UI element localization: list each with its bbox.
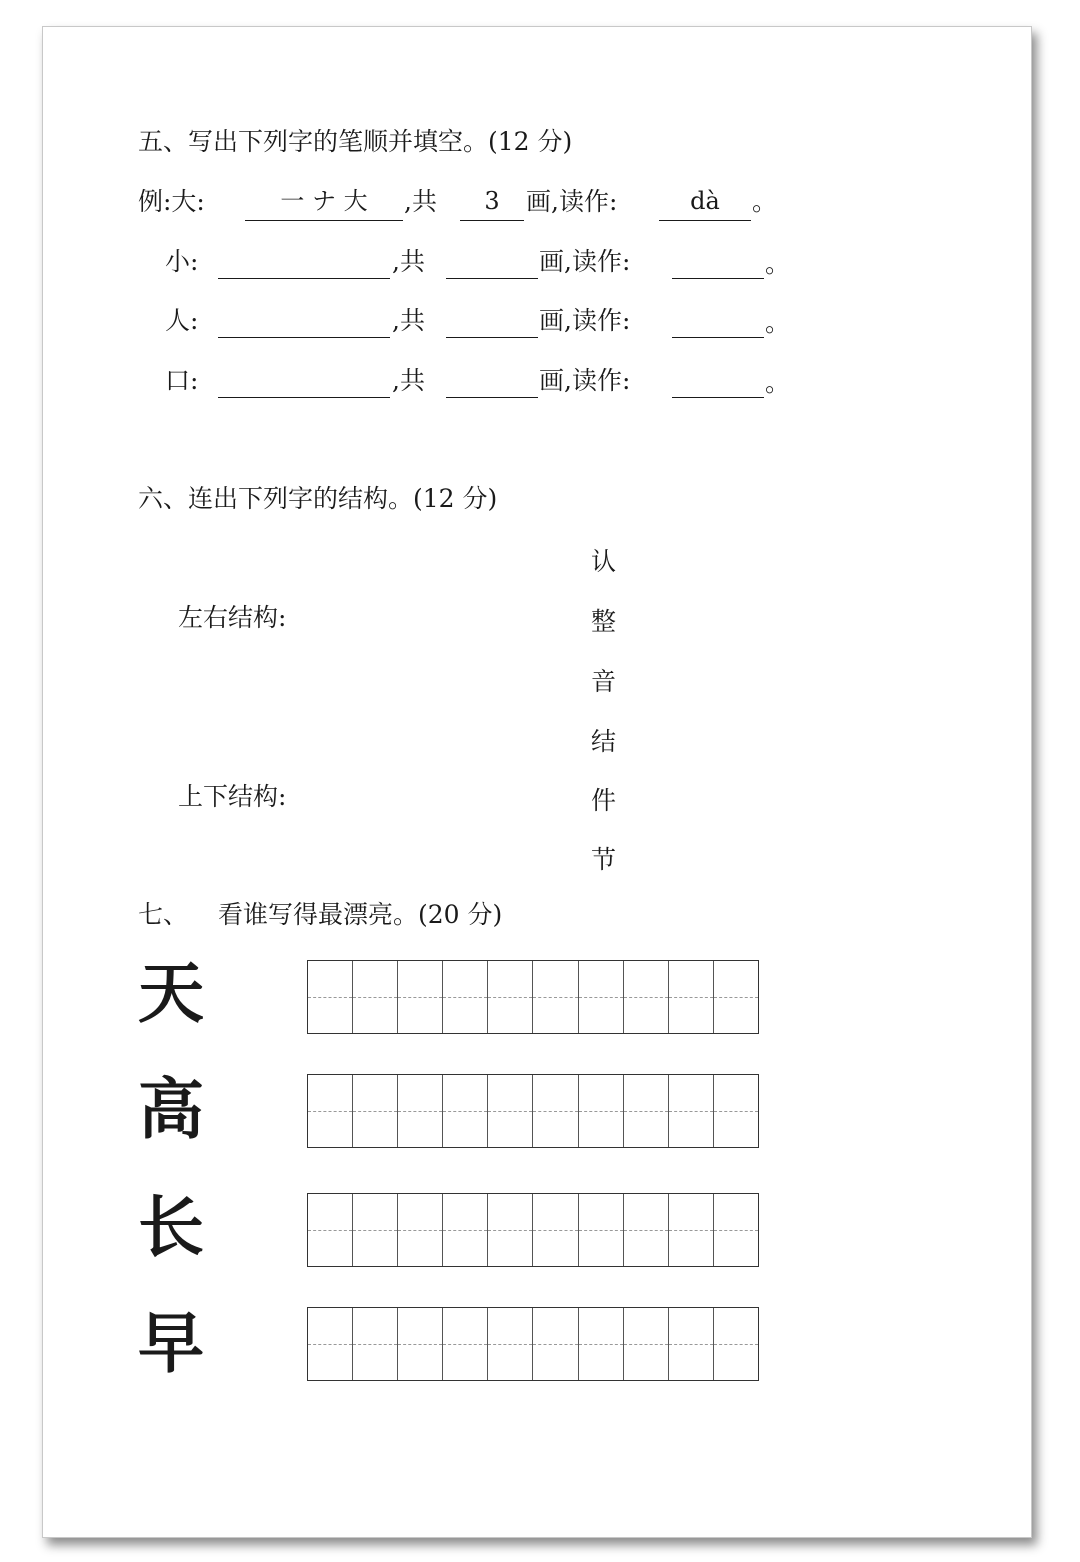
practice-char-zao: 早 [138,1304,204,1382]
row-ren-comma: ,共 [392,306,425,335]
match-char-jian[interactable]: 件 [591,786,617,815]
example-prefix: 例:大: [138,187,205,216]
example-read-label: 画,读作: [526,187,618,216]
example-strokes: 一 ナ 大 [245,186,403,221]
row-ren-strokes-blank[interactable] [218,303,390,338]
row-ren-read-label: 画,读作: [539,306,631,335]
left-right-structure-label[interactable]: 左右结构: [178,603,287,632]
practice-char-tian: 天 [138,954,204,1032]
match-char-jie2[interactable]: 节 [591,845,617,874]
row-kou-strokes-blank[interactable] [218,363,390,398]
section7-title: 看谁写得最漂亮。(20 分) [218,900,503,929]
row-kou-label: 口: [165,366,199,395]
practice-char-gao: 高 [138,1070,204,1148]
row-kou-end: 。 [765,368,791,397]
example-end: 。 [752,187,778,216]
row-xiao-label: 小: [165,247,199,276]
row-xiao-end: 。 [765,249,791,278]
section6-title: 六、连出下列字的结构。(12 分) [138,484,498,513]
match-char-jie[interactable]: 结 [591,727,617,756]
match-char-zheng[interactable]: 整 [591,607,617,636]
row-xiao-strokes-blank[interactable] [218,244,390,279]
row-ren-count-blank[interactable] [446,303,538,338]
practice-grid-gao[interactable] [307,1074,759,1148]
practice-grid-zao[interactable] [307,1307,759,1381]
row-kou-read-label: 画,读作: [539,366,631,395]
match-char-yin[interactable]: 音 [591,667,617,696]
example-count: 3 [460,186,524,221]
practice-char-chang: 长 [138,1188,204,1266]
example-comma: ,共 [404,187,437,216]
top-bottom-structure-label[interactable]: 上下结构: [178,782,287,811]
row-xiao-pinyin-blank[interactable] [672,244,764,279]
row-ren-end: 。 [765,308,791,337]
section5-title: 五、写出下列字的笔顺并填空。(12 分) [138,127,573,156]
row-ren-pinyin-blank[interactable] [672,303,764,338]
match-char-ren[interactable]: 认 [591,547,617,576]
row-xiao-comma: ,共 [392,247,425,276]
practice-grid-tian[interactable] [307,960,759,1034]
row-kou-comma: ,共 [392,366,425,395]
example-pinyin: dà [659,186,751,221]
row-xiao-count-blank[interactable] [446,244,538,279]
section7-number: 七、 [138,900,189,929]
row-kou-count-blank[interactable] [446,363,538,398]
row-ren-label: 人: [165,306,199,335]
practice-grid-chang[interactable] [307,1193,759,1267]
row-kou-pinyin-blank[interactable] [672,363,764,398]
row-xiao-read-label: 画,读作: [539,247,631,276]
